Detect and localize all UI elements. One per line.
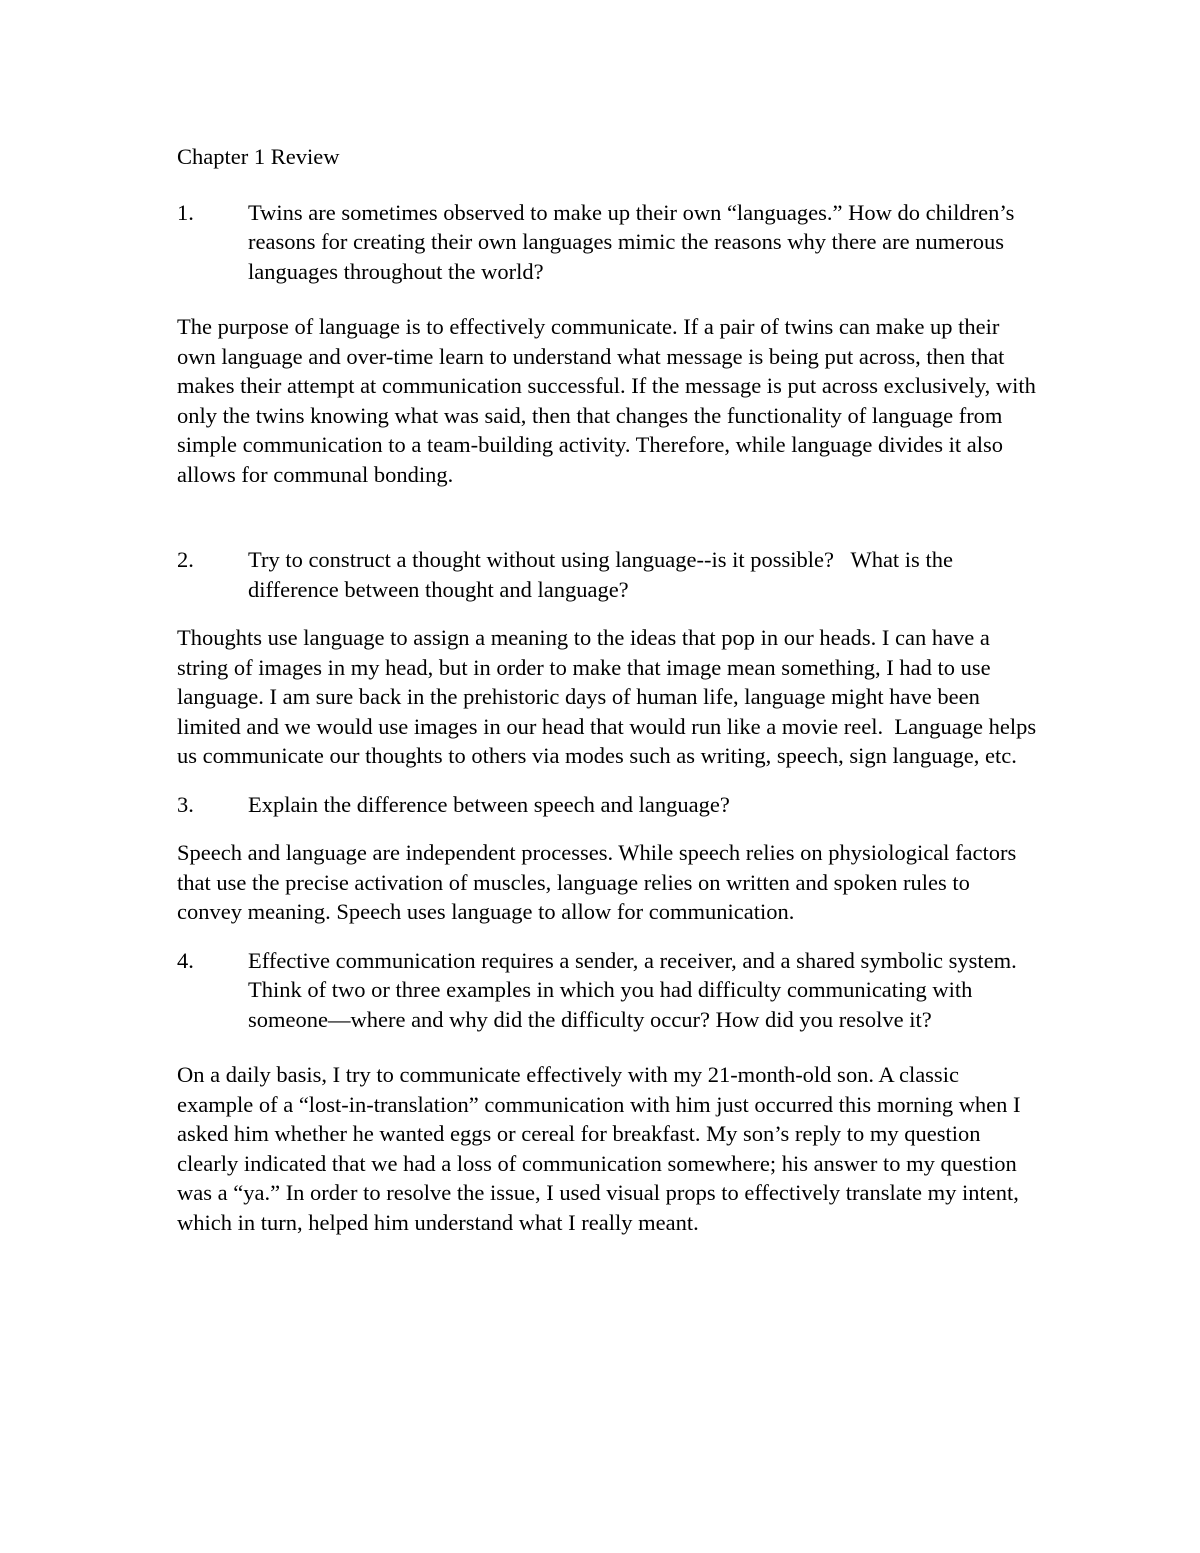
question-text: Twins are sometimes observed to make up their own “languages.” How do children’s reasons for creating their own languages mimic the reasons why there are numerous languages throughout the world? — [248, 199, 1015, 284]
document-page — [177, 142, 1042, 1237]
question-text: Effective communication requires a sender, a receiver, and a shared symbolic system. Think of two or three examples in which you had difficulty communicating with someone—where and why did the difficulty occur? How did you resolve it? — [248, 947, 1017, 1032]
question-number: 1. — [177, 199, 194, 225]
question-number: 2. — [177, 547, 194, 572]
question-2 — [177, 545, 1037, 604]
question-number: 3. — [177, 791, 194, 817]
answer-1: The purpose of language is to effectively communicate. If a pair of twins can make up their own language and over-time learn to understand what message is being put across, then that makes their attempt at communication successful. If the message is put across exclusively, with only the twins knowing what was said, then that changes the functionality of language from simple communication to a team-building activity. Therefore, while language divides it also allows for communal bonding. — [177, 314, 1036, 487]
question-4 — [177, 946, 1037, 1035]
question-3 — [177, 790, 1037, 820]
question-text: Explain the difference between speech and language? — [248, 791, 730, 817]
question-1 — [177, 198, 1037, 287]
question-text: Try to construct a thought without using language--is it possible? What is the difference between thought and language? — [248, 547, 959, 602]
question-number: 4. — [177, 947, 194, 973]
answer-4: On a daily basis, I try to communicate effectively with my 21-month-old son. A classic example of a “lost-in-translation” communication with him just occurred this morning when I asked him whether he wanted eggs or cereal for breakfast. My son’s reply to my question clearly indicated that we had a loss of communication somewhere; his answer to my question was a “ya.” In order to resolve the issue, I used visual props to effectively translate my intent, which in turn, helped him understand what I really meant. — [177, 1062, 1021, 1235]
answer-3: Speech and language are independent processes. While speech relies on physiological factors that use the precise activation of muscles, language relies on written and spoken rules to convey meaning. Speech uses language to allow for communication. — [177, 840, 1017, 924]
document-title: Chapter 1 Review — [177, 144, 340, 169]
answer-2: Thoughts use language to assign a meaning to the ideas that pop in our heads. I can have a string of images in my head, but in order to make that image mean something, I had to use language. I am sure back in the prehistoric days of human life, language might have been limited and we would use images in our head that would run like a movie reel. Language helps us communicate our thoughts to others via modes such as writing, speech, sign language, etc. — [177, 625, 1042, 768]
